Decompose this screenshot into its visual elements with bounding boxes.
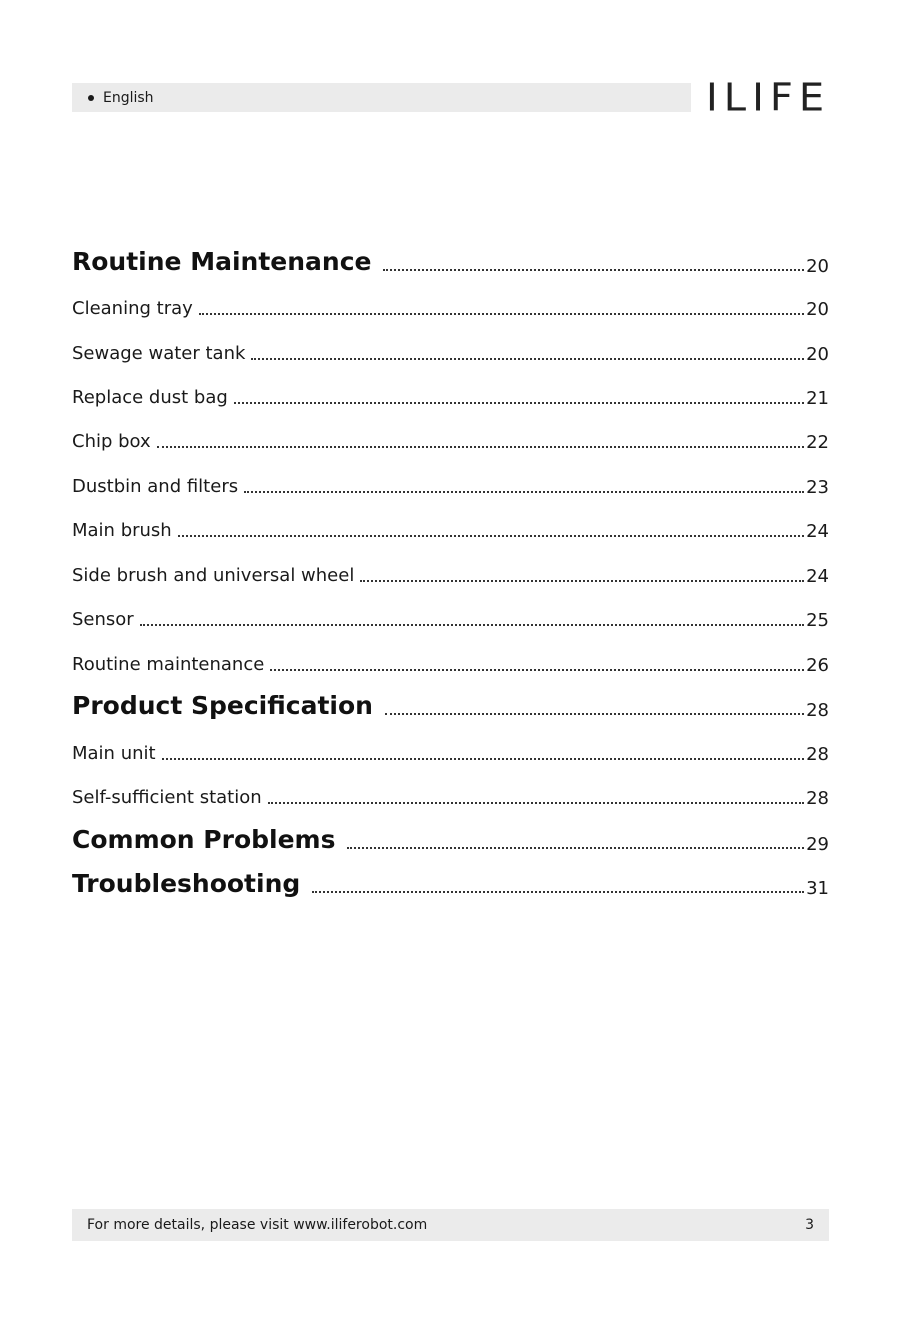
toc-entry-label: Troubleshooting [72, 869, 301, 898]
page-number: 3 [805, 1217, 814, 1233]
toc-entry-label: Sensor [72, 609, 134, 630]
toc-entry-label: Replace dust bag [72, 387, 228, 408]
toc-entry-page: 28 [806, 788, 829, 809]
toc-entry-replace-dust-bag[interactable] [72, 387, 829, 409]
toc-entry-label: Side brush and universal wheel [72, 565, 355, 586]
dot-leader [360, 580, 804, 582]
toc-entry-page: 28 [806, 744, 829, 765]
toc-entry-label: Chip box [72, 431, 151, 452]
toc-entry-page: 20 [806, 299, 829, 320]
bullet-icon [88, 95, 94, 101]
dot-leader [199, 313, 804, 315]
toc-entry-label: Routine Maintenance [72, 247, 372, 276]
toc-entry-label: Cleaning tray [72, 298, 193, 319]
toc-entry-product-specification[interactable] [72, 691, 829, 721]
toc-entry-main-unit[interactable] [72, 743, 829, 765]
dot-leader [251, 358, 804, 360]
toc-entry-main-brush[interactable] [72, 520, 829, 542]
toc-entry-page: 24 [806, 566, 829, 587]
toc-entry-page: 21 [806, 388, 829, 409]
brand-logo: ILIFE [706, 76, 831, 120]
toc-entry-page: 29 [806, 834, 829, 855]
footer-note: For more details, please visit www.iliferobot.com [87, 1217, 428, 1233]
toc-entry-self-sufficient-station[interactable] [72, 787, 829, 809]
toc-entry-common-problems[interactable] [72, 825, 829, 855]
toc-entry-label: Main unit [72, 743, 156, 764]
toc-entry-label: Sewage water tank [72, 343, 246, 364]
toc-entry-page: 31 [806, 878, 829, 899]
language-header-bar [72, 83, 691, 112]
toc-entry-label: Dustbin and filters [72, 476, 239, 497]
dot-leader [157, 446, 804, 448]
toc-entry-side-brush[interactable] [72, 565, 829, 587]
dot-leader [383, 269, 804, 271]
toc-entry-page: 20 [806, 344, 829, 365]
toc-entry-sensor[interactable] [72, 609, 829, 631]
toc-entry-page: 23 [806, 477, 829, 498]
dot-leader [385, 713, 804, 715]
dot-leader [347, 847, 804, 849]
toc-entry-troubleshooting[interactable] [72, 869, 829, 899]
dot-leader [178, 535, 804, 537]
toc-entry-label: Main brush [72, 520, 172, 541]
dot-leader [312, 891, 804, 893]
toc-entry-page: 25 [806, 610, 829, 631]
toc-entry-label: Product Specification [72, 691, 373, 720]
dot-leader [234, 402, 804, 404]
toc-entry-dustbin-and-filters[interactable] [72, 476, 829, 498]
toc-entry-label: Routine maintenance [72, 654, 265, 675]
dot-leader [270, 669, 804, 671]
toc-entry-page: 28 [806, 700, 829, 721]
toc-entry-sewage-water-tank[interactable] [72, 343, 829, 365]
dot-leader [268, 802, 804, 804]
toc-entry-label: Common Problems [72, 825, 336, 854]
toc-entry-chip-box[interactable] [72, 431, 829, 453]
toc-entry-routine-maintenance[interactable] [72, 247, 829, 277]
toc-entry-page: 26 [806, 655, 829, 676]
toc-entry-page: 22 [806, 432, 829, 453]
language-label: English [103, 89, 154, 106]
dot-leader [140, 624, 804, 626]
toc-entry-routine-maintenance-sub[interactable] [72, 654, 829, 676]
dot-leader [162, 758, 805, 760]
footer-bar [72, 1209, 829, 1241]
toc-entry-label: Self-sufficient station [72, 787, 262, 808]
toc-entry-cleaning-tray[interactable] [72, 298, 829, 320]
dot-leader [244, 491, 804, 493]
toc-entry-page: 24 [806, 521, 829, 542]
toc-entry-page: 20 [806, 256, 829, 277]
